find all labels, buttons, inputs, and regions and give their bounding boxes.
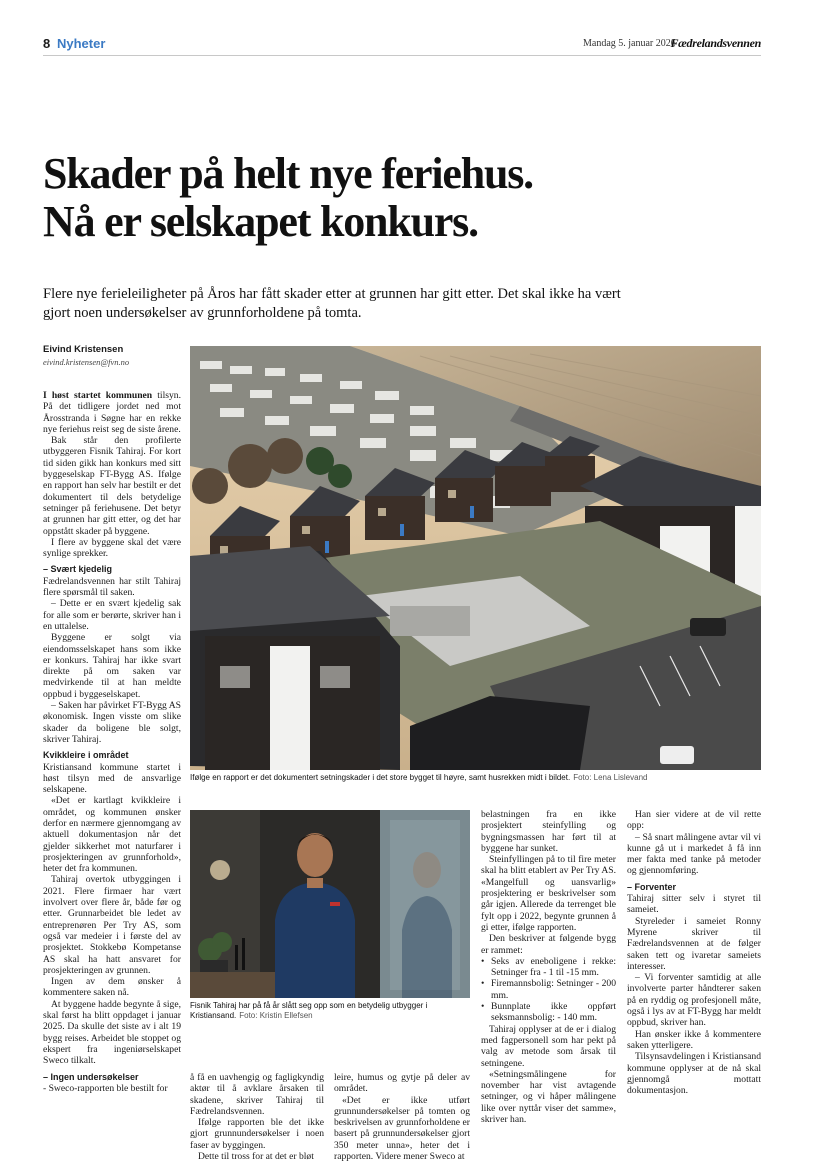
list-item: • Seks av eneboligene i rekke: Setninger fra - 1 til -15 mm. [481,956,616,979]
main-photo-caption [190,773,761,783]
paragraph: Byggene er solgt via eiendomsselskapet hans som ikke er konkurs. Tahiraj har ikke svart direkte på om saken var medvirkende til at han meldte oppbud i byggeselskapet. [43,632,181,700]
subheading: – Ingen undersøkelser [43,1071,139,1082]
photo-credit: Foto: Lena Lislevand [573,773,648,782]
article-column-2 [190,1072,324,1162]
masthead-logo: Fædrelandsvennen [670,36,761,50]
caption-text: Ifølge en rapport er det dokumentert setningskader i det store bygget til høyre, samt husrekken midt i bildet. [190,773,571,782]
paragraph: – Så snart målingene avtar vil vi kunne gå ut i markedet å få inn mer fakta med tanke på metoder og gjennomføring. [627,831,761,877]
paragraph: Steinfyllingen på to til fire meter skal ha blitt etablert av Per Try AS. «Mangelfull og uansvarlig» prosjektering er beskrivelser som går igjen. Allerede da terrenget ble fylt opp i 2022, begynte grunnen å gi etter, ifølge rapporten. [481,854,616,933]
author-name: Eivind Kristensen [43,344,124,355]
issue-date: Mandag 5. januar 2026 [583,38,676,49]
article-column-4 [481,809,616,1125]
header-divider [43,55,761,56]
byline [43,344,183,367]
paragraph: belastningen fra en ikke prosjektert steinfylling og bygningsmassen har ført til at byggene har sunket. [481,809,616,854]
paragraph: Han ønsker ikke å kommentere saken ytterligere. [627,1028,761,1051]
lead-in: I høst startet kommunen [43,390,153,401]
page-number: 8 [43,36,51,51]
paragraph: - Sweco-rapporten ble bestilt for [43,1082,168,1094]
main-photo[interactable] [190,346,761,770]
paragraph: «Det er kartlagt kvikkleire i området, og kommunen ønsker derfor en nærmere gjennomgang av aktuell dokumentasjon når det gjelder sikkerhet mot naturfarer i prosjekteringen av grunnforhold», heter det fra kommunen. [43,795,181,875]
paragraph: Bak står den profilerte utbyggeren Fisnik Tahiraj. For kort tid siden gikk han konkurs med sitt byggeselskap FT-Bygg AS. Ifølge en rapport han selv har bestilt er det dokumentert til dels betydelige setninger på feriehusene. Det betyr at grunnen har gitt etter, og det har oppstått skader på byggene. [43,435,181,537]
section-label[interactable]: Nyheter [57,36,106,51]
paragraph: I flere av byggene skal det være synlige sprekker. [43,536,181,560]
article-column-1 [43,390,181,1094]
portrait-image [190,810,470,998]
paragraph: Kristiansand kommune startet i høst tilsyn med de ansvarlige selskapene. [43,761,181,796]
paragraph: Ingen av dem ønsker å kommentere saken nå. [43,976,181,999]
article-column-3 [334,1072,470,1162]
paragraph: Tahiraj sitter selv i styret til sameiet. [627,893,761,916]
list-item: • Bunnplate ikke oppført seksmannsbolig: - 140 mm. [481,1001,616,1024]
paragraph: leire, humus og gytje på deler av området. [334,1072,470,1095]
paragraph: – Vi forventer samtidig at alle involverte parter håndterer saken på en ryddig og profesjonell måte, også i lys av at FT-Bygg har meldt oppbud, skriver han. [627,972,761,1029]
paragraph-text: tilsyn. På det tidligere jordet ned mot Årosstranda i Søgne har en rekke nye feriehus reist seg de siste årene. [43,390,181,435]
aerial-housing-photo [190,346,761,770]
paragraph: Tahiraj opplyser at de er i dialog med fagpersonell som har pekt på valg av metode som årsak til setningene. [481,1023,616,1069]
paragraph: – Saken har påvirket FT-Bygg AS økonomisk. Ingen visste om slike skader da boligene ble solgt, skriver Tahiraj. [43,700,181,745]
paragraph: Fædrelandsvennen har stilt Tahiraj flere spørsmål til saken. [43,575,181,599]
paragraph: Tilsynsavdelingen i Kristiansand kommune opplyser at de nå skal gjennomgå mottatt dokumentasjon. [627,1051,761,1097]
subheading: – Svært kjedelig [43,564,113,575]
headline [43,150,763,246]
damage-list [481,956,616,1024]
portrait-photo[interactable] [190,810,470,998]
paragraph [43,390,181,435]
lead-paragraph: Flere nye ferieleiligheter på Åros har fått skader etter at grunnen har gitt etter. Det skal ikke ha vært gjort noen undersøkelser av grunnforholdene på tomta. [43,286,621,321]
paragraph: – Dette er en svært kjedelig sak for alle som er berørte, skriver han i en uttalelse. [43,598,181,632]
paragraph: Dette til tross for at det er bløt [198,1151,314,1163]
paragraph: «Setningsmålingene for november har vist avtagende setninger, og vi håper målingene like over nyttår viser det samme», skriver han. [481,1068,616,1126]
subheading: – Forventer [627,881,677,892]
list-item: • Firemannsbolig: Setninger - 200 mm. [481,978,616,1001]
paragraph: Styreleder i sameiet Ronny Myrene skriver til Fædrelandsvennen at de følger saken tett og ivaretar sameiets interesser. [627,915,761,972]
caption-text: Fisnik Tahiraj har på få år slått seg opp som en betydelig utbygger i Kristiansand. [190,1001,428,1020]
paragraph: å få en uavhengig og fagligkyndig aktør til å avklare årsaken til skadene, skriver Tahiraj til Fædrelandsvennen. [190,1072,324,1117]
paragraph: Ifølge rapporten ble det ikke gjort grunnundersøkelser i noen faser av byggingen. [190,1117,324,1151]
headline-line-2: Nå er selskapet konkurs. [43,197,478,246]
paragraph: At byggene hadde begynte å sige, skal først ha blitt oppdaget i januar 2025. Da skulle det siste av i alt 19 bygg reises. Arbeidet ble stoppet og ekspert fra ingeniørselskapet Sweco tilkalt. [43,998,181,1067]
paragraph: Han sier videre at de vil rette opp: [627,809,761,832]
photo-credit: Foto: Kristin Ellefsen [239,1011,313,1020]
article-column-5 [627,809,761,1096]
paragraph: «Det er ikke utført grunnundersøkelser på tomten og beskrivelsen av grunnforholdene er basert på grunnundersøkelser gjort 350 meter unna», heter det i rapporten. Videre mener Sweco at [334,1094,470,1163]
paragraph: Tahiraj overtok utbyggingen i 2021. Flere firmaer har vært involvert over flere år, både før og etter. Grunnarbeidet ble ledet av entreprenøren Per Try AS, som også var medeier i i første del av prosjektet. Stokkebø Kompetanse AS skal ha hatt ansvaret for prosjekteringen av grunnen. [43,874,181,976]
author-email[interactable]: eivind.kristensen@fvn.no [43,357,130,367]
page-header [43,36,761,54]
portrait-caption [190,1001,470,1021]
paragraph: Den beskriver at følgende bygg er rammet: [481,933,616,956]
headline-line-1: Skader på helt nye feriehus. [43,149,533,198]
subheading: Kvikkleire i området [43,750,129,761]
